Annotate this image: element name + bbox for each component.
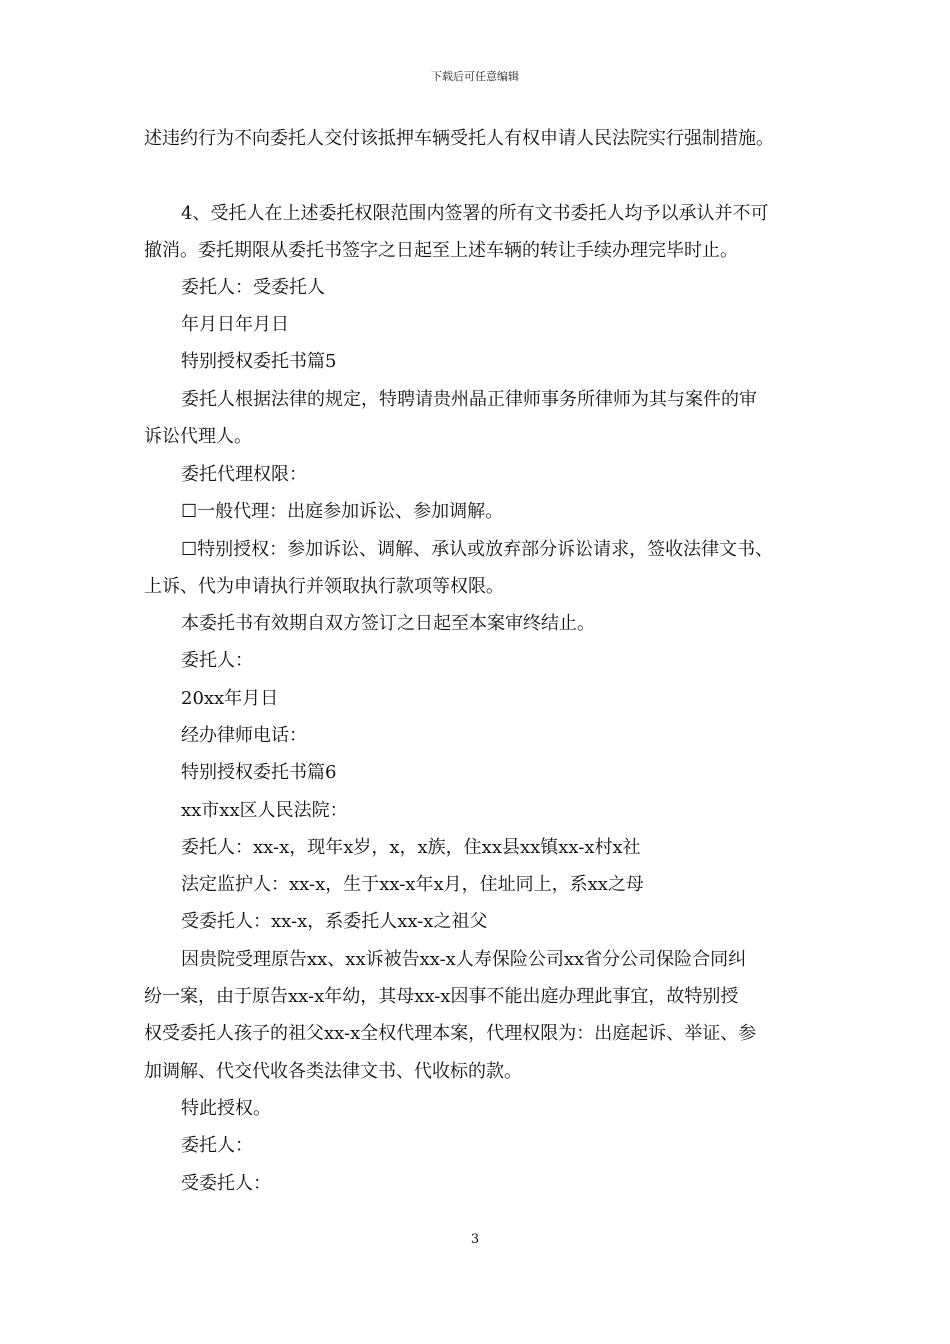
paragraph-line: 20xx年月日 [181,688,279,709]
paragraph-line: 委托人： [181,650,253,671]
paragraph-line: 本委托书有效期自双方签订之日起至本案审终结止。 [181,613,595,634]
paragraph-line: 撤消。委托期限从委托书签字之日起至上述车辆的转让手续办理完毕时止。 [144,240,738,261]
paragraph-line: 受委托人：xx-x，系委托人xx-x之祖父 [181,911,488,932]
paragraph-line: 权受委托人孩子的祖父xx-x全权代理本案，代理权限为：出庭起诉、举证、参 [144,1023,757,1044]
paragraph-line: 受委托人： [181,1173,271,1194]
paragraph-line: 诉讼代理人。 [144,426,252,447]
section-heading: 特别授权委托书篇5 [181,351,337,372]
paragraph-line: 法定监护人：xx-x，生于xx-x年x月，住址同上，系xx之母 [181,874,644,895]
paragraph-line: 年月日年月日 [181,314,289,335]
paragraph-line: 委托人： [181,1135,253,1156]
page-number: 3 [470,1232,480,1247]
checkbox-line: ☐一般代理：出庭参加诉讼、参加调解。 [181,501,504,522]
paragraph-line: 委托人：xx-x，现年x岁，x，x族，住xx县xx镇xx-x村x社 [181,837,641,858]
paragraph-line: 4、受托人在上述委托权限范围内签署的所有文书委托人均予以承认并不可 [181,203,769,224]
section-heading: 特别授权委托书篇6 [181,762,337,783]
paragraph-line: 纷一案，由于原告xx-x年幼，其母xx-x因事不能出庭办理此事宜，故特别授 [144,986,739,1007]
paragraph-line: 委托代理权限： [181,464,307,485]
paragraph-line: 特此授权。 [181,1098,271,1119]
paragraph-line: 述违约行为不向委托人交付该抵押车辆受托人有权申请人民法院实行强制措施。 [144,128,774,149]
page-header: 下载后可任意编辑 [431,70,519,83]
paragraph-line: 委托人根据法律的规定，特聘请贵州晶正律师事务所律师为其与案件的审 [181,389,757,410]
paragraph-line: 经办律师电话： [181,725,307,746]
paragraph-line: 上诉、代为申请执行并领取执行款项等权限。 [144,576,504,597]
paragraph-line: 委托人：受委托人 [181,277,325,298]
checkbox-line: ☐特别授权：参加诉讼、调解、承认或放弃部分诉讼请求，签收法律文书、 [181,539,774,560]
paragraph-line: 加调解、代交代收各类法律文书、代收标的款。 [144,1061,522,1082]
paragraph-line: 因贵院受理原告xx、xx诉被告xx-x人寿保险公司xx省分公司保险合同纠 [181,949,747,970]
paragraph-line: xx市xx区人民法院： [181,800,348,821]
